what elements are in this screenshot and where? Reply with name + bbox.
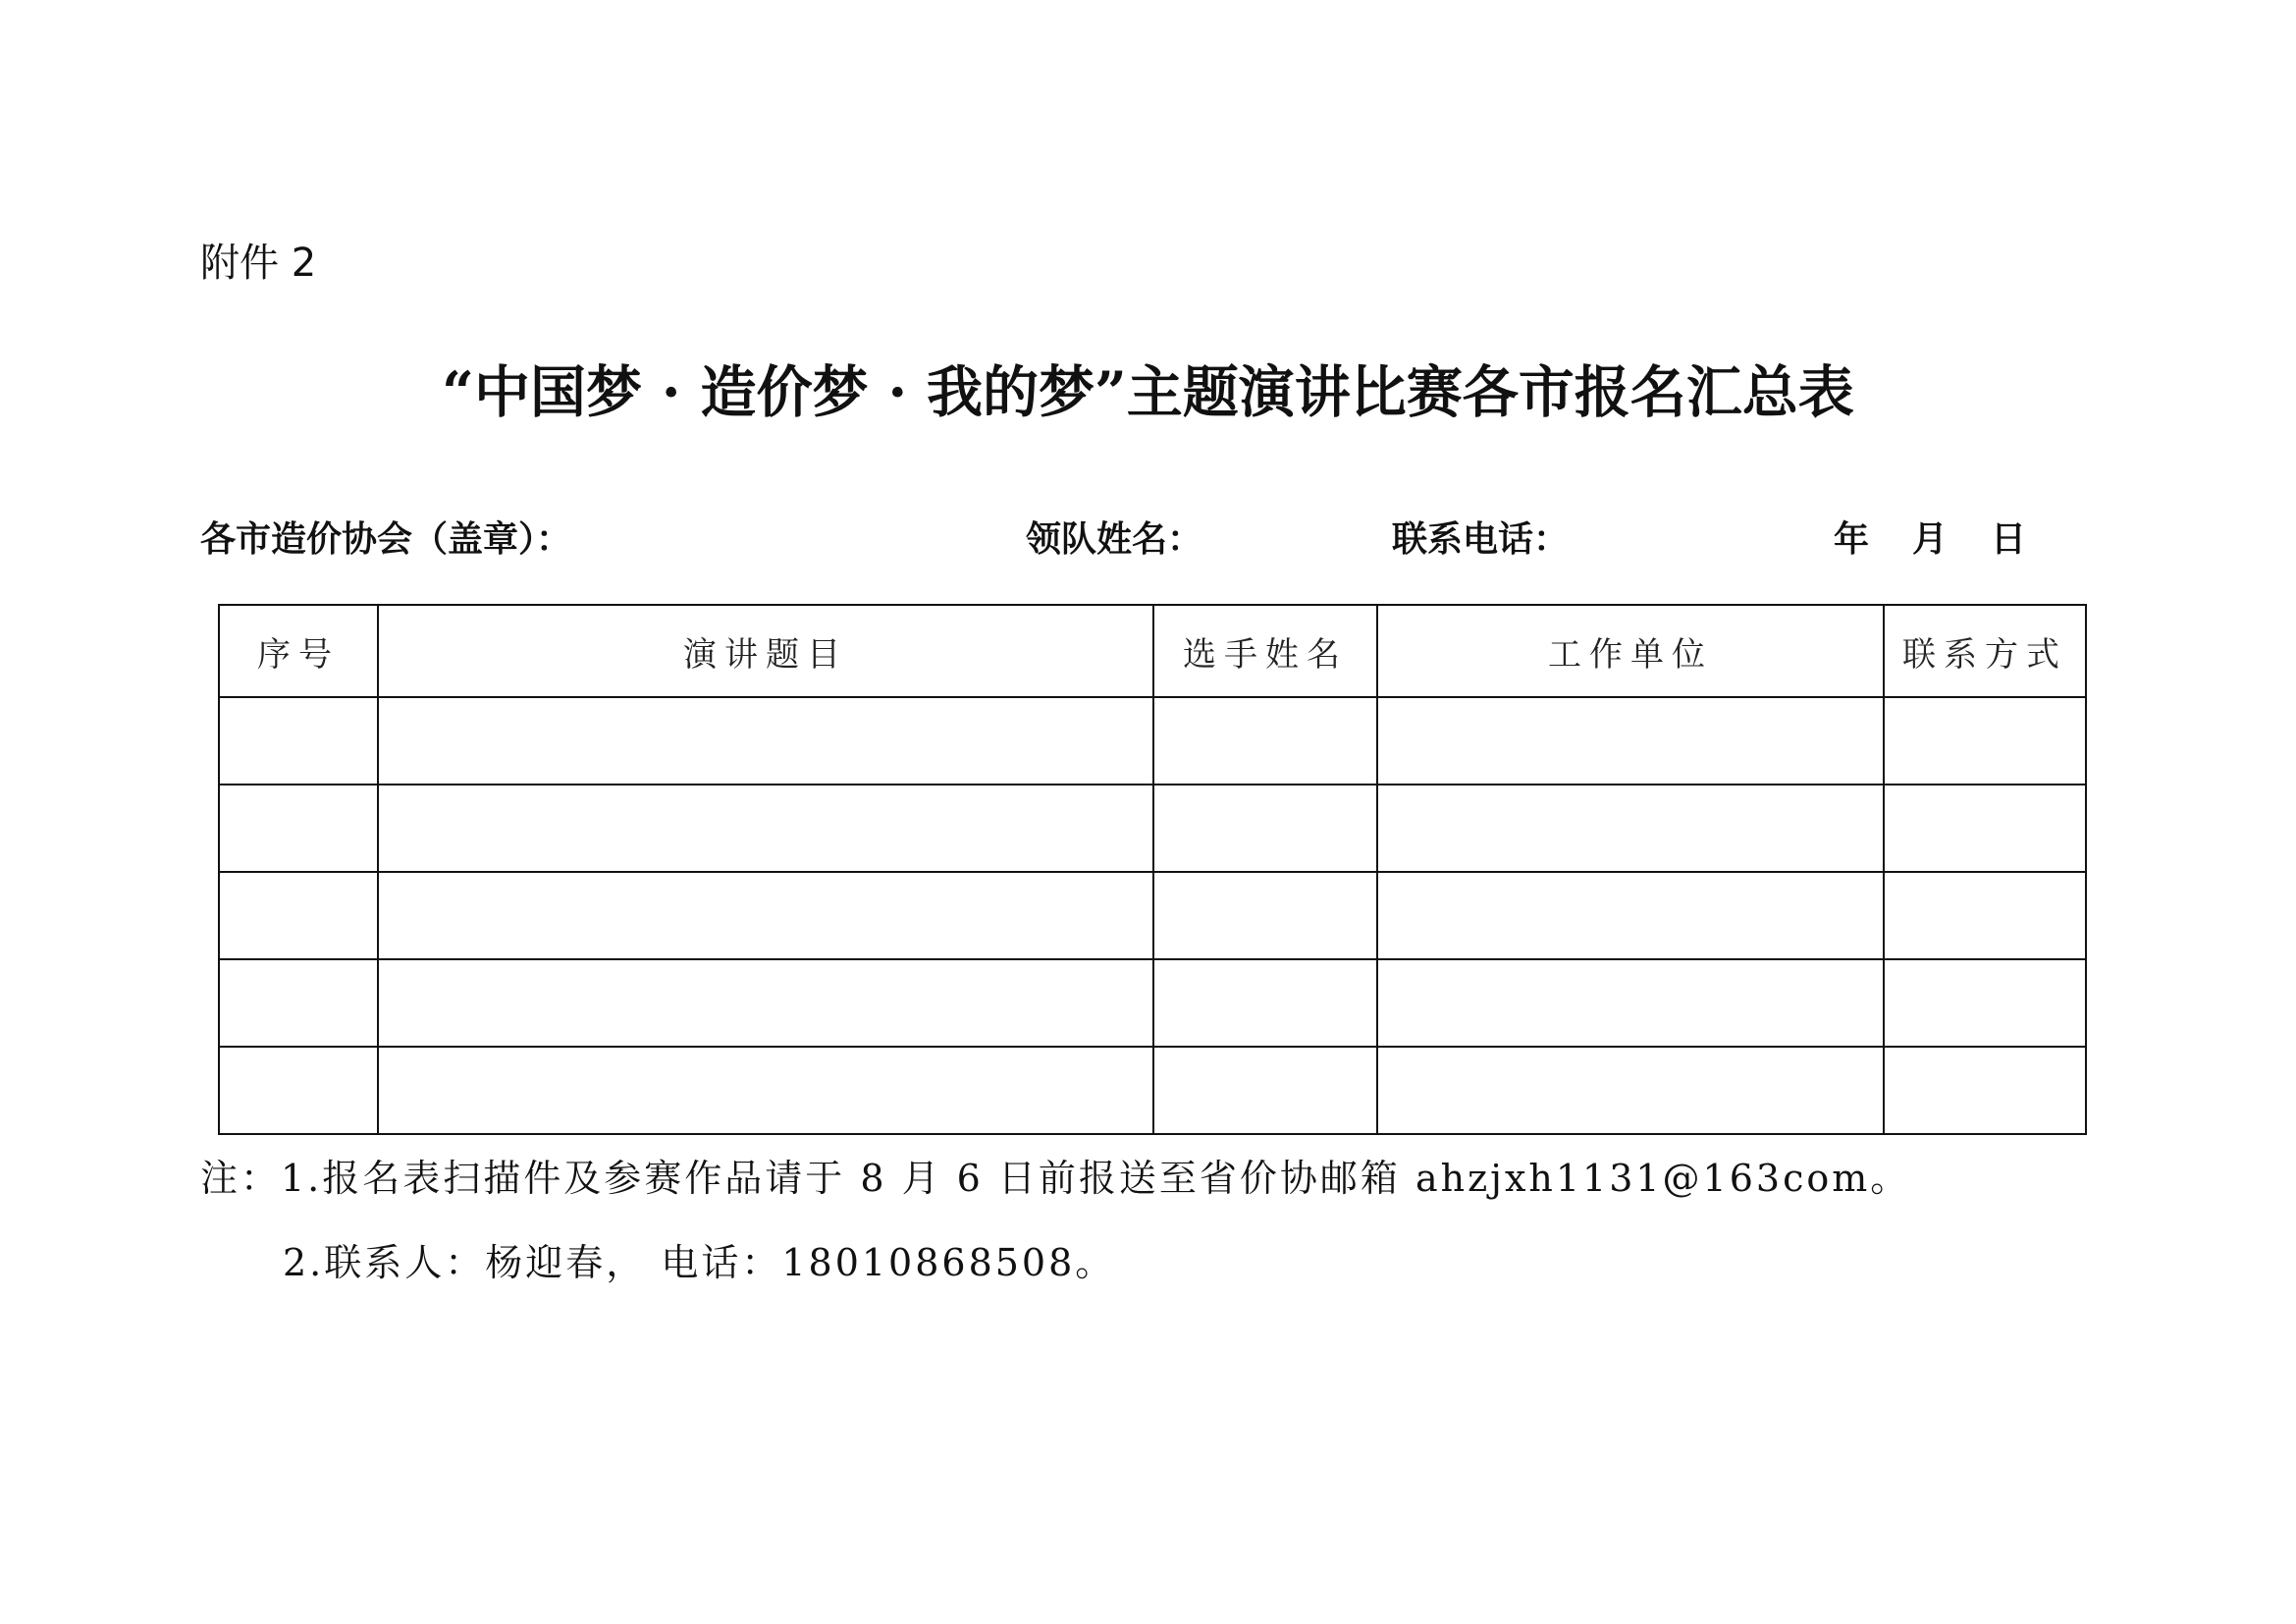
- header-speech-topic: 演讲题目: [378, 605, 1153, 697]
- registration-table: [218, 604, 2087, 1135]
- table-cell: [1884, 959, 2086, 1047]
- document-title: “中国梦 · 造价梦 · 我的梦”主题演讲比赛各市报名汇总表: [442, 359, 1854, 425]
- table-row: [219, 785, 2086, 872]
- table-cell: [1153, 785, 1377, 872]
- table-cell: [378, 1047, 1153, 1134]
- table-cell: [1884, 1047, 2086, 1134]
- date-day: 日: [1991, 519, 2027, 560]
- header-contact: 联系方式: [1884, 605, 2086, 697]
- table-cell: [378, 785, 1153, 872]
- table-cell: [1153, 1047, 1377, 1134]
- table-row: [219, 1047, 2086, 1134]
- table-cell: [1884, 872, 2086, 959]
- table-row: [219, 959, 2086, 1047]
- table-header-row: [219, 605, 2086, 697]
- date-month: 月: [1912, 519, 1949, 560]
- note-line-2: 2.联系人：杨迎春， 电话：18010868508。: [283, 1241, 1116, 1284]
- table-cell: [1153, 872, 1377, 959]
- table-cell: [1377, 1047, 1884, 1134]
- table-cell: [1153, 959, 1377, 1047]
- header-index: 序号: [219, 605, 378, 697]
- table-cell: [1377, 959, 1884, 1047]
- table-cell: [1377, 872, 1884, 959]
- table-cell: [219, 959, 378, 1047]
- table-cell: [219, 785, 378, 872]
- table-cell: [1377, 697, 1884, 785]
- header-contestant-name: 选手姓名: [1153, 605, 1377, 697]
- attachment-label: 附件 2: [200, 241, 317, 286]
- table-cell: [378, 959, 1153, 1047]
- table-cell: [378, 872, 1153, 959]
- table-cell: [1884, 697, 2086, 785]
- table-cell: [219, 1047, 378, 1134]
- table-cell: [378, 697, 1153, 785]
- note-line-1: 注：1.报名表扫描件及参赛作品请于 8 月 6 日前报送至省价协邮箱 ahzjxh1131@163com。: [200, 1157, 1911, 1200]
- table-cell: [219, 872, 378, 959]
- table-row: [219, 872, 2086, 959]
- table-cell: [1153, 697, 1377, 785]
- meta-association: 各市造价协会（盖章）：: [200, 519, 572, 560]
- table-row: [219, 697, 2086, 785]
- table-cell: [1884, 785, 2086, 872]
- header-work-unit: 工作单位: [1377, 605, 1884, 697]
- meta-leader: 领队姓名：: [1026, 519, 1203, 560]
- table-cell: [219, 697, 378, 785]
- meta-phone: 联系电话：: [1392, 519, 1570, 560]
- date-year: 年: [1834, 519, 1870, 560]
- table-cell: [1377, 785, 1884, 872]
